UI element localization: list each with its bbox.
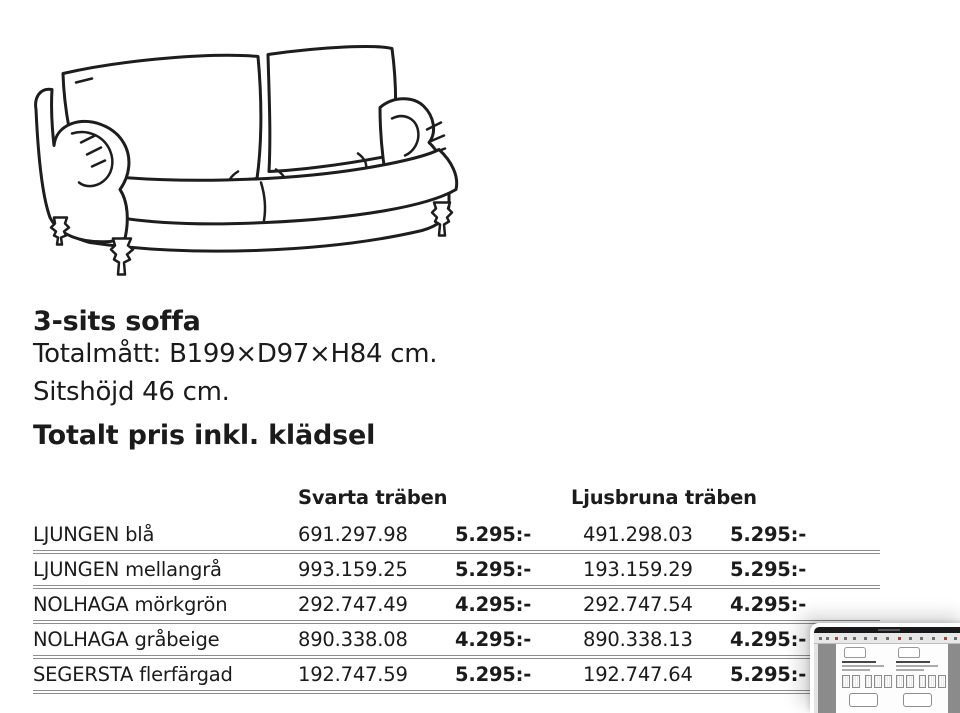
toolbar-speck	[826, 637, 829, 640]
product-dimensions: Totalmått: B199×D97×H84 cm.	[33, 339, 438, 369]
mini-swatch	[896, 675, 904, 688]
mini-swatch	[928, 675, 936, 688]
toolbar-speck	[954, 637, 957, 640]
mini-sofa-sketch	[903, 693, 932, 707]
mini-catalog-column	[896, 647, 946, 707]
toolbar-speck-red	[944, 637, 947, 640]
toolbar-speck	[909, 637, 912, 640]
mini-heading-bar	[896, 661, 930, 663]
article-number: 192.747.59	[298, 663, 408, 686]
toolbar-speck-red	[898, 637, 901, 640]
price: 5.295:-	[730, 663, 807, 686]
price: 4.295:-	[730, 593, 807, 616]
toolbar-speck	[920, 637, 923, 640]
price: 5.295:-	[730, 523, 807, 546]
mini-sofa-sketch	[898, 647, 920, 658]
product-title: 3-sits soffa	[33, 306, 201, 337]
preview-scrollbar	[814, 644, 818, 713]
header-black-legs: Svarta träben	[298, 486, 448, 509]
mini-swatch-row	[896, 675, 946, 688]
toolbar-speck	[864, 637, 867, 640]
price-table	[33, 486, 880, 694]
table-row	[33, 554, 880, 589]
table-row	[33, 659, 880, 694]
preview-title-hint	[878, 629, 900, 631]
price: 4.295:-	[730, 628, 807, 651]
mini-swatch-row	[842, 675, 892, 688]
mini-catalog-column	[842, 647, 892, 707]
price: 5.295:-	[730, 558, 807, 581]
price-section-heading: Totalt pris inkl. klädsel	[33, 420, 376, 451]
mini-swatch	[906, 675, 914, 688]
mini-text-bar	[896, 669, 924, 671]
product-seat-height: Sitshöjd 46 cm.	[33, 377, 230, 407]
header-light-brown-legs: Ljusbruna träben	[571, 486, 757, 509]
article-number: 193.159.29	[583, 558, 693, 581]
product-name: NOLHAGA mörkgrön	[33, 593, 228, 616]
mini-swatch	[938, 675, 946, 688]
toolbar-speck	[874, 637, 877, 640]
article-number: 691.297.98	[298, 523, 408, 546]
price: 5.295:-	[455, 523, 532, 546]
toolbar-speck	[932, 637, 935, 640]
price-table-header-row	[33, 486, 880, 519]
table-row	[33, 624, 880, 659]
table-row	[33, 589, 880, 624]
sofa-line-drawing-icon	[28, 40, 468, 278]
article-number: 890.338.08	[298, 628, 408, 651]
mini-sofa-sketch	[844, 647, 866, 658]
mini-text-bar	[842, 665, 884, 667]
toolbar-speck	[844, 637, 847, 640]
mini-swatch	[874, 675, 882, 688]
article-number: 491.298.03	[583, 523, 693, 546]
article-number: 292.747.49	[298, 593, 408, 616]
toolbar-speck-red	[835, 637, 838, 640]
mini-swatch	[842, 675, 850, 688]
mini-text-bar	[896, 665, 938, 667]
article-number: 993.159.25	[298, 558, 408, 581]
product-name: LJUNGEN mellangrå	[33, 558, 222, 581]
product-name: NOLHAGA gråbeige	[33, 628, 220, 651]
article-number: 292.747.54	[583, 593, 693, 616]
toolbar-speck	[819, 637, 822, 640]
article-number: 192.747.64	[583, 663, 693, 686]
sofa-illustration	[28, 40, 468, 278]
price: 5.295:-	[455, 558, 532, 581]
mini-text-bar	[842, 669, 870, 671]
mini-swatch	[919, 675, 927, 688]
mini-sofa-sketch	[849, 693, 878, 707]
product-name: SEGERSTA flerfärgad	[33, 663, 233, 686]
preview-content	[814, 644, 960, 713]
mini-swatch	[852, 675, 860, 688]
preview-toolbar	[814, 633, 960, 644]
mini-heading-bar	[842, 661, 876, 663]
mini-swatch	[865, 675, 873, 688]
article-number: 890.338.13	[583, 628, 693, 651]
price: 5.295:-	[455, 663, 532, 686]
table-row	[33, 519, 880, 554]
toolbar-speck	[886, 637, 889, 640]
product-name: LJUNGEN blå	[33, 523, 155, 546]
preview-page-thumbnail	[836, 644, 948, 713]
preview-window-frame	[814, 627, 960, 713]
price: 4.295:-	[455, 628, 532, 651]
mini-swatch	[884, 675, 892, 688]
toolbar-speck	[853, 637, 856, 640]
price: 4.295:-	[455, 593, 532, 616]
